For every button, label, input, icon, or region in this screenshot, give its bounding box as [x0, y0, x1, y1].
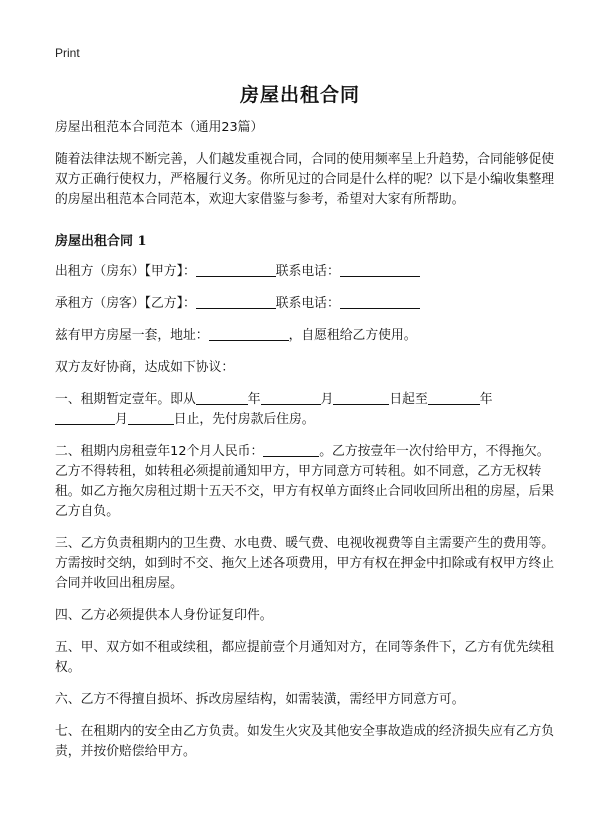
address-blank: [209, 326, 289, 341]
document-body: [55, 118, 555, 774]
clause-7: 七、在租期内的安全由乙方负责。如发生火灾及其他安全事故造成的经济损失应有乙方负责，并按价赔偿给甲方。: [55, 724, 555, 759]
lessee-phone-blank: [340, 294, 420, 309]
clause1-month1: 月: [320, 392, 334, 407]
document-subtitle: 房屋出租范本合同范本（通用23篇）: [55, 120, 264, 135]
clause-5: 五、甲、双方如不租或续租，都应提前壹个月通知对方，在同等条件下，乙方有优先续租权。: [55, 640, 555, 675]
clause1-year2: 年: [479, 392, 493, 407]
clause-2: [55, 442, 555, 522]
print-label: Print: [55, 46, 80, 60]
clause1-suffix: 日止，先付房款后住房。: [173, 412, 315, 427]
section-title: 房屋出租合同 1: [55, 234, 147, 249]
agreement-line: 双方友好协商，达成如下协议：: [55, 360, 235, 375]
lessee-label: 承租方（房客）【乙方】：: [55, 296, 196, 311]
lessee-phone-label: 联系电话：: [275, 296, 340, 311]
lessee-blank: [196, 294, 276, 309]
lessor-phone-label: 联系电话：: [275, 264, 340, 279]
clause1-year2-blank: [428, 390, 480, 405]
address-prefix: 兹有甲方房屋一套，地址：: [55, 328, 209, 343]
clause1-day1-blank: [333, 390, 389, 405]
clause2-rent-blank: [263, 442, 319, 457]
clause1-month1-blank: [261, 390, 321, 405]
intro-paragraph: 随着法律法规不断完善，人们越发重视合同，合同的使用频率呈上升趋势，合同能够促使双方正确行使权力，严格履行义务。你所见过的合同是什么样的呢？以下是小编收集整理的房屋出租范本合同范本，欢迎大家借鉴与参考，希望对大家有所帮助。: [55, 152, 555, 207]
lessor-line: [55, 262, 555, 282]
lessor-phone-blank: [340, 262, 420, 277]
lessee-line: [55, 294, 555, 314]
clause2-prefix: 二、租期内房租壹年12个月人民币：: [55, 444, 264, 459]
clause-6: 六、乙方不得擅自损坏、拆改房屋结构，如需装潢，需经甲方同意方可。: [55, 692, 465, 707]
clause-4: 四、乙方必须提供本人身份证复印件。: [55, 608, 273, 623]
clause1-month2-blank: [55, 410, 115, 425]
address-line: [55, 326, 555, 346]
clause1-month2: 月: [115, 412, 128, 427]
document-title: 房屋出租合同: [239, 84, 360, 106]
clause1-prefix: 一、租期暂定壹年。即从: [55, 392, 196, 407]
clause2-suffix: 。乙方按壹年一次付给甲方，不得拖欠。乙方不得转租，如转租必须提前通知甲方，甲方同意方可转租。如不同意，乙方无权转租。如乙方拖欠房租过期十五天不交，甲方有权单方面终止合同收回所出租的房屋，后果乙方自负。: [55, 444, 555, 519]
clause1-day-to: 日起至: [389, 392, 428, 407]
lessor-label: 出租方（房东）【甲方】：: [55, 264, 196, 279]
clause-1: [55, 390, 555, 430]
clause1-day2-blank: [128, 410, 174, 425]
address-suffix: ，自愿租给乙方使用。: [288, 328, 417, 343]
lessor-blank: [196, 262, 276, 277]
clause-3: 三、乙方负责租期内的卫生费、水电费、暖气费、电视收视费等自主需要产生的费用等。方需按时交纳，如到时不交、拖欠上述各项费用，甲方有权在押金中扣除或有权甲方终止合同并收回出租房屋。: [55, 536, 555, 591]
clause1-year1: 年: [247, 392, 261, 407]
clause1-year1-blank: [196, 390, 248, 405]
